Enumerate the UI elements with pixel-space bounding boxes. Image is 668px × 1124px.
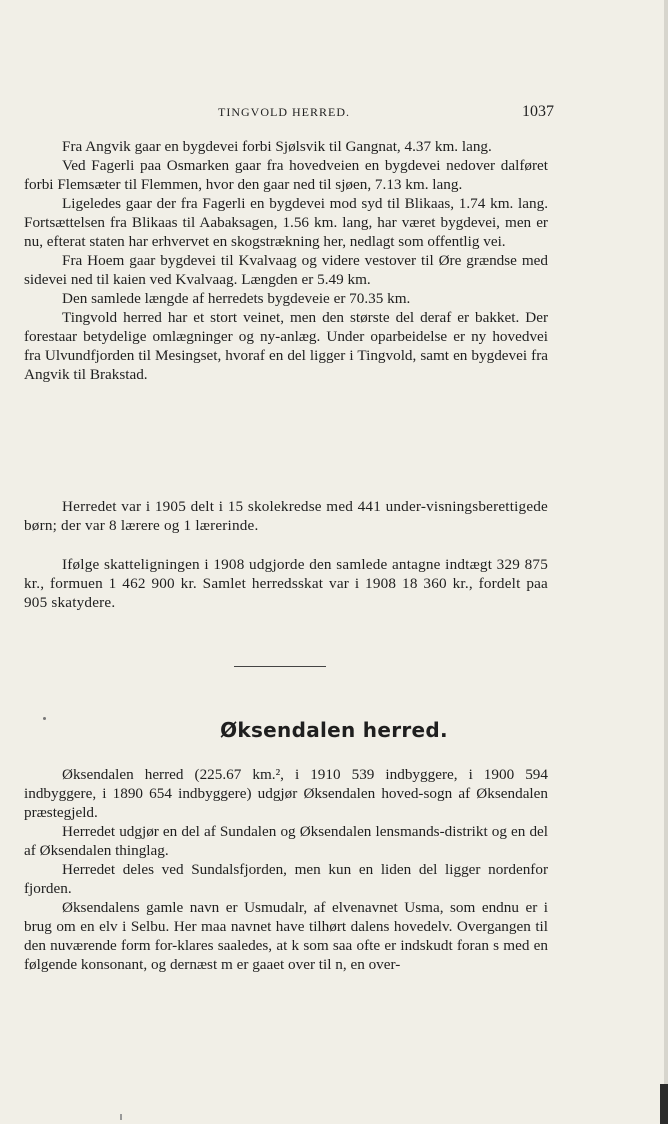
paragraph: Ved Fagerli paa Osmarken gaar fra hovedveien en bygdevei nedover dalføret forbi Flemsæter til Flemmen, hvor den gaar ned til sjøen, 7.13 km. lang. bbox=[24, 157, 548, 193]
page-header bbox=[218, 103, 554, 121]
scan-mark bbox=[120, 1114, 122, 1120]
chapter-body bbox=[24, 765, 548, 974]
paragraph: Herredet deles ved Sundalsfjorden, men kun en liden del ligger nordenfor fjorden. bbox=[24, 861, 548, 897]
paragraph: Tingvold herred har et stort veinet, men den største del deraf er bakket. Der forestaar betydelige omlægninger og ny-anlæg. Under oparbeidelse er ny hovedvei fra Ulvundfjorden til Mesingset, hvoraf en del ligger i Tingvold, samt en bygdevei fra Angvik til Brakstad. bbox=[24, 309, 548, 383]
paragraph: Ifølge skatteligningen i 1908 udgjorde den samlede antagne indtægt 329 875 kr., formuen 1 462 900 kr. Samlet herredsskat var i 1908 18 360 kr., fordelt paa 905 skatydere. bbox=[24, 556, 548, 611]
tax-section bbox=[24, 555, 548, 612]
section-divider bbox=[234, 666, 326, 667]
paragraph: Herredet var i 1905 delt i 15 skolekredse med 441 under-visningsberettigede børn; der var 8 lærere og 1 lærerinde. bbox=[24, 498, 548, 534]
schools-section bbox=[24, 497, 548, 535]
paragraph: Ligeledes gaar der fra Fagerli en bygdevei mod syd til Blikaas, 1.74 km. lang. Fortsættelsen fra Blikaas til Aabaksagen, 1.56 km. lang, har været bygdevei, men er nu, efterat staten har erhvervet en skogstrækning her, nedlagt som offentlig vei. bbox=[24, 195, 548, 250]
paragraph: Herredet udgjør en del af Sundalen og Øksendalen lensmands-distrikt og en del af Øksendalen thinglag. bbox=[24, 823, 548, 859]
chapter-title: Øksendalen herred. bbox=[220, 718, 448, 742]
paragraph: Øksendalens gamle navn er Usmudalr, af elvenavnet Usma, som endnu er i brug om en elv i Selbu. Her maa navnet have tilhørt dalens hovedelv. Overgangen til den nuværende form for-klares saaledes, at k som saa ofte er indskudt foran s med en følgende konsonant, og dernæst m er gaaet over til n, en over- bbox=[24, 899, 548, 973]
roads-section bbox=[24, 137, 548, 384]
paragraph: Fra Hoem gaar bygdevei til Kvalvaag og videre vestover til Øre grændse med sidevei ned til kaien ved Kvalvaag. Længden er 5.49 km. bbox=[24, 252, 548, 288]
page-number: 1037 bbox=[522, 103, 554, 120]
paragraph: Fra Angvik gaar en bygdevei forbi Sjølsvik til Gangnat, 4.37 km. lang. bbox=[62, 138, 492, 155]
paragraph: Den samlede længde af herredets bygdeveie er 70.35 km. bbox=[62, 290, 411, 307]
paragraph: Øksendalen herred (225.67 km.², i 1910 539 indbyggere, i 1900 594 indbyggere, i 1890 654 indbyggere) udgjør Øksendalen hoved-sogn af Øksendalen præstegjeld. bbox=[24, 766, 548, 821]
scan-corner bbox=[660, 1084, 668, 1124]
page-edge bbox=[664, 0, 668, 1124]
running-head: TINGVOLD HERRED. bbox=[218, 105, 350, 119]
